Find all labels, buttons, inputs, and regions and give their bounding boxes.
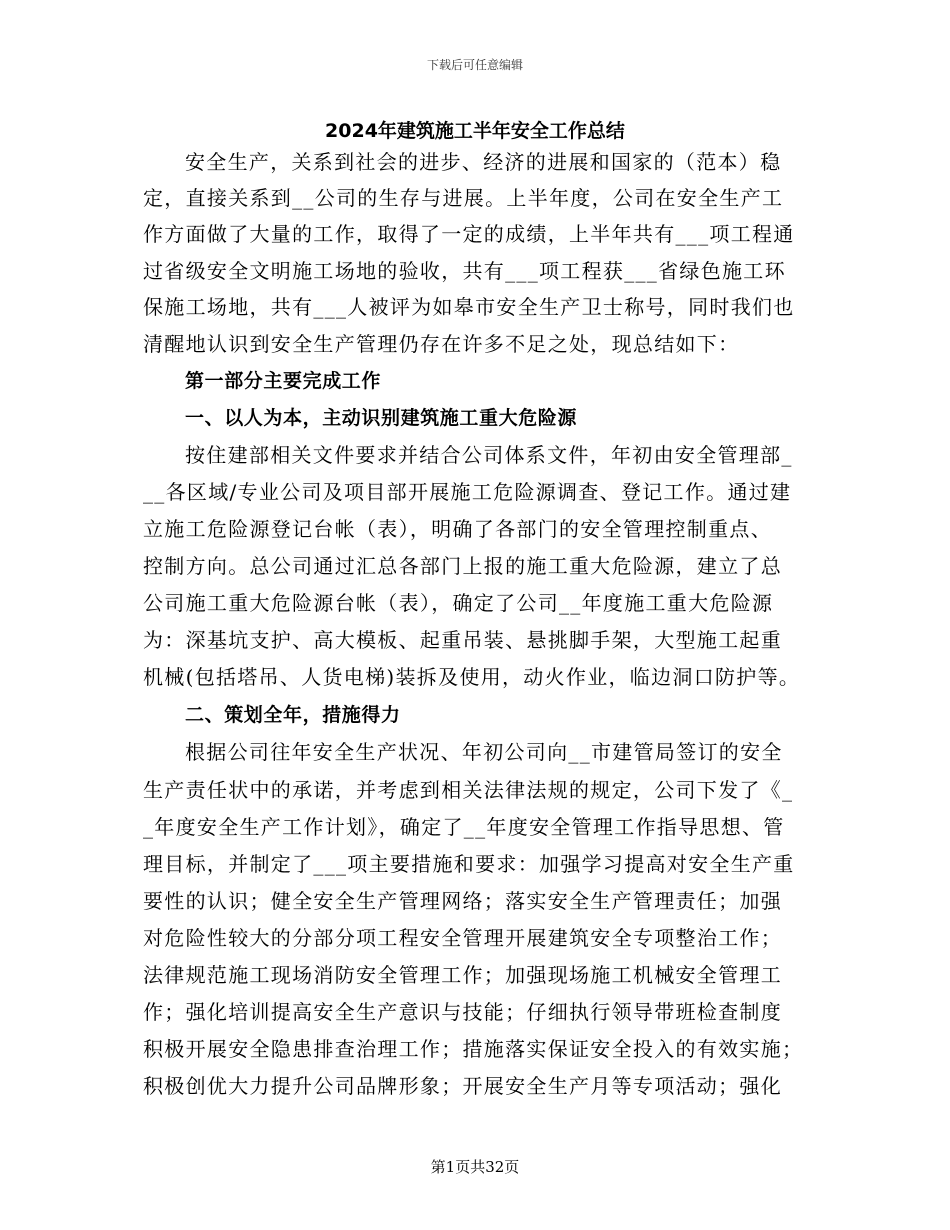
paragraph-line: 积极开展安全隐患排查治理工作；措施落实保证安全投入的有效实施；	[143, 1037, 804, 1061]
paragraph-line: 安全生产，关系到社会的进步、经济的进展和国家的（范本）稳	[185, 150, 782, 174]
paragraph-line: 机械(包括塔吊、人货电梯)装拆及使用，动火作业，临边洞口防护等。	[143, 665, 801, 689]
paragraph-line: 公司施工重大危险源台帐（表），确定了公司__年度施工重大危险源	[143, 591, 774, 615]
paragraph-line: 作方面做了大量的工作，取得了一定的成绩，上半年共有___项工程通	[143, 222, 795, 246]
section-heading: 一、以人为本，主动识别建筑施工重大危险源	[185, 407, 578, 429]
page-footer: 第1页共32页	[430, 1158, 520, 1176]
paragraph-line: _年度安全生产工作计划》，确定了__年度安全管理工作指导思想、管	[143, 815, 785, 839]
section-heading: 第一部分主要完成工作	[185, 370, 382, 392]
header-note: 下载后可任意编辑	[426, 58, 523, 72]
paragraph-line: 作；强化培训提高安全生产意识与技能；仔细执行领导带班检查制度	[143, 1000, 782, 1024]
paragraph-line: 理目标，并制定了___项主要措施和要求：加强学习提高对安全生产重	[143, 852, 795, 876]
paragraph-line: 立施工危险源登记台帐（表），明确了各部门的安全管理控制重点、	[143, 517, 772, 541]
section-heading: 二、策划全年，措施得力	[185, 704, 401, 726]
paragraph-line: 为：深基坑支护、高大模板、起重吊装、悬挑脚手架，大型施工起重	[143, 628, 782, 652]
paragraph-line: 按住建部相关文件要求并结合公司体系文件，年初由安全管理部_	[185, 443, 793, 467]
paragraph-line: 保施工场地，共有___人被评为如皋市安全生产卫士称号，同时我们也	[143, 295, 795, 319]
page-title: 2024年建筑施工半年安全工作总结	[325, 120, 625, 142]
paragraph-line: __各区域/专业公司及项目部开展施工危险源调查、登记工作。通过建	[143, 480, 792, 504]
paragraph-line: 要性的认识；健全安全生产管理网络；落实安全生产管理责任；加强	[143, 889, 782, 913]
paragraph-line: 法律规范施工现场消防安全管理工作；加强现场施工机械安全管理工	[143, 963, 782, 987]
paragraph-line: 对危险性较大的分部分项工程安全管理开展建筑安全专项整治工作；	[143, 926, 782, 950]
paragraph-line: 清醒地认识到安全生产管理仍存在许多不足之处，现总结如下：	[143, 332, 740, 356]
paragraph-line: 生产责任状中的承诺，并考虑到相关法律法规的规定，公司下发了《_	[143, 778, 794, 802]
paragraph-line: 控制方向。总公司通过汇总各部门上报的施工重大危险源，建立了总	[143, 554, 782, 578]
paragraph-line: 积极创优大力提升公司品牌形象；开展安全生产月等专项活动；强化	[143, 1074, 782, 1098]
paragraph-line: 过省级安全文明施工场地的验收，共有___项工程获___省绿色施工环	[143, 259, 786, 283]
paragraph-line: 根据公司往年安全生产状况、年初公司向__市建管局签订的安全	[185, 740, 783, 764]
paragraph-line: 定，直接关系到__公司的生存与进展。上半年度，公司在安全生产工	[143, 186, 784, 210]
